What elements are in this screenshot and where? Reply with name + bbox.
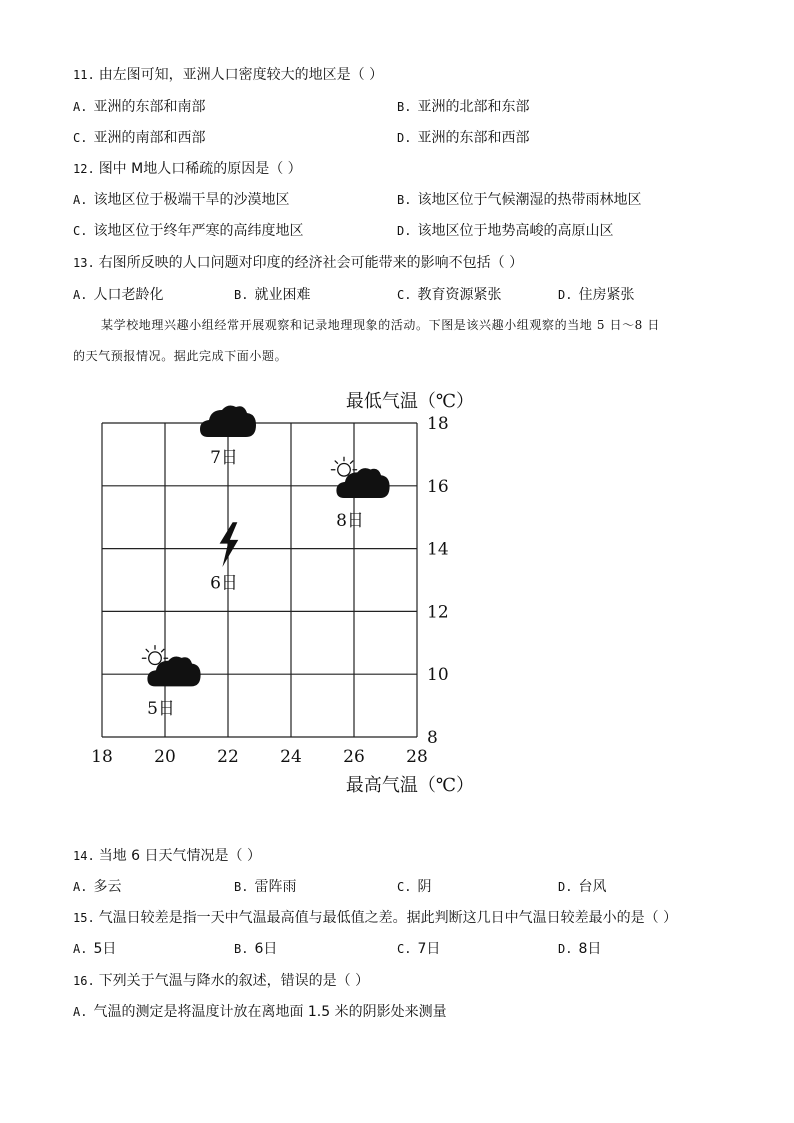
y-tick-label: 12 — [427, 602, 449, 623]
option-15-d: D. 8日 — [558, 941, 602, 957]
question-text: 图中 M地人口稀疏的原因是（ ） — [98, 161, 302, 177]
lightning-icon — [220, 522, 239, 567]
passage-line-2: 的天气预报情况。据此完成下面小题。 — [73, 349, 288, 363]
option-13-d: D. 住房紧张 — [558, 287, 635, 303]
option-11-d: D. 亚洲的东部和西部 — [397, 130, 530, 146]
question-text: 当地 6 日天气情况是（ ） — [98, 848, 261, 864]
y-tick-label: 14 — [427, 539, 449, 560]
data-point-7日 — [200, 406, 256, 468]
y-tick-label: 10 — [427, 665, 449, 686]
option-15-b: B. 6日 — [234, 941, 278, 957]
question-number: 13. — [73, 256, 95, 270]
question-text: 右图所反映的人口问题对印度的经济社会可能带来的影响不包括（ ） — [98, 255, 524, 271]
question-text: 气温日较差是指一天中气温最高值与最低值之差。据此判断这几日中气温日较差最小的是（ ） — [98, 910, 678, 926]
question-number: 16. — [73, 974, 95, 988]
y-tick-label: 16 — [427, 476, 449, 497]
data-point-6日 — [210, 522, 238, 593]
question-number: 14. — [73, 849, 95, 863]
reading-passage — [73, 310, 723, 372]
question-text: 由左图可知，亚洲人口密度较大的地区是（ ） — [98, 67, 384, 83]
question-number: 12. — [73, 162, 95, 176]
question-text: 下列关于气温与降水的叙述，错误的是（ ） — [98, 973, 370, 989]
weather-forecast-chart — [0, 385, 794, 805]
x-tick-label: 20 — [154, 747, 176, 767]
option-11-b: B. 亚洲的北部和东部 — [397, 99, 530, 115]
data-point-label: 5日 — [147, 699, 175, 720]
data-point-label: 8日 — [336, 510, 364, 531]
option-12-b: B. 该地区位于气候潮湿的热带雨林地区 — [397, 192, 642, 208]
option-12-d: D. 该地区位于地势高峻的高原山区 — [397, 223, 614, 239]
x-tick-label: 18 — [91, 747, 113, 767]
y-tick-label: 18 — [427, 414, 449, 434]
y-axis-title: 最低气温（℃） — [345, 391, 475, 412]
question-14-stem — [73, 847, 261, 865]
question-15-stem — [73, 909, 677, 927]
x-axis-title: 最高气温（℃） — [345, 775, 475, 796]
x-tick-label: 22 — [217, 747, 239, 767]
passage-line-1: 某学校地理兴趣小组经常开展观察和记录地理现象的活动。下图是该兴趣小组观察的当地 5 日～8 日 — [101, 318, 660, 332]
question-12-stem — [73, 160, 302, 178]
cloud-icon — [147, 657, 200, 687]
option-15-a: A. 5日 — [73, 941, 117, 957]
option-12-a: A. 该地区位于极端干旱的沙漠地区 — [73, 192, 290, 208]
option-14-a: A. 多云 — [73, 879, 122, 895]
option-13-b: B. 就业困难 — [234, 287, 311, 303]
question-number: 15. — [73, 911, 95, 925]
option-13-c: C. 教育资源紧张 — [397, 287, 502, 303]
question-number: 11. — [73, 68, 95, 82]
data-point-label: 6日 — [210, 573, 238, 594]
option-13-a: A. 人口老龄化 — [73, 287, 164, 303]
cloud-icon — [336, 468, 389, 498]
cloud-icon — [200, 406, 256, 437]
x-tick-label: 28 — [406, 747, 428, 767]
y-tick-label: 8 — [427, 728, 438, 748]
x-tick-label: 24 — [280, 747, 302, 767]
data-point-8日 — [331, 457, 389, 531]
option-16-a: A. 气温的测定是将温度计放在离地面 1.5 米的阴影处来测量 — [73, 1004, 447, 1020]
data-point-label: 7日 — [210, 448, 238, 468]
option-11-a: A. 亚洲的东部和南部 — [73, 99, 206, 115]
option-14-b: B. 雷阵雨 — [234, 879, 297, 895]
question-11-stem — [73, 66, 383, 84]
x-tick-label: 26 — [343, 747, 365, 767]
question-16-stem — [73, 972, 369, 990]
option-14-c: C. 阴 — [397, 879, 432, 895]
option-11-c: C. 亚洲的南部和西部 — [73, 130, 206, 146]
option-12-c: C. 该地区位于终年严寒的高纬度地区 — [73, 223, 304, 239]
option-15-c: C. 7日 — [397, 941, 441, 957]
option-14-d: D. 台风 — [558, 879, 607, 895]
data-point-5日 — [142, 646, 200, 720]
question-13-stem — [73, 254, 523, 272]
